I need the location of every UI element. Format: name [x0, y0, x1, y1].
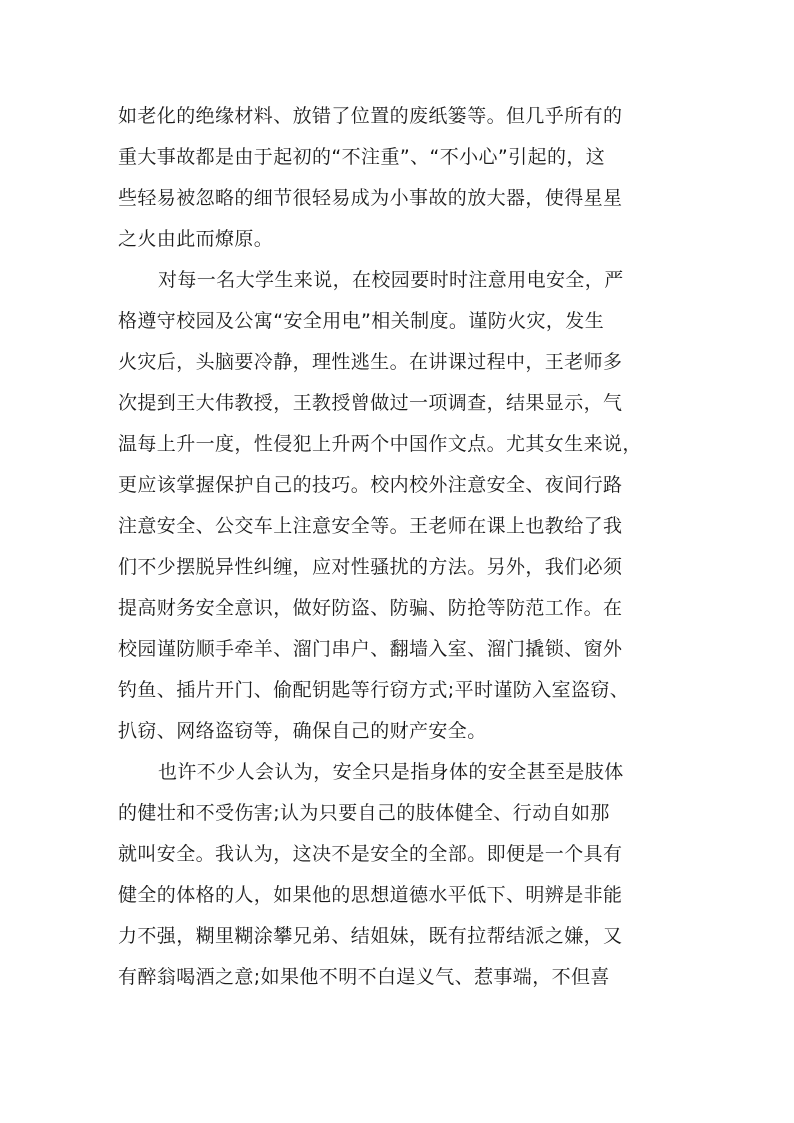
text-line: 就叫安全。我认为，这决不是安全的全部。即便是一个具有	[118, 843, 623, 865]
body-text	[118, 96, 698, 998]
text-line: 健全的体格的人，如果他的思想道德水平低下、明辨是非能	[118, 884, 623, 906]
text-line: 钓鱼、插片开门、偷配钥匙等行窃方式;平时谨防入室盗窃、	[118, 679, 630, 701]
text-line: 更应该掌握保护自己的技巧。校内校外注意安全、夜间行路	[118, 474, 623, 496]
text-line: 的健壮和不受伤害;认为只要自己的肢体健全、行动自如那	[118, 802, 610, 824]
text-line: 对每一名大学生来说，在校园要时时注意用电安全，严	[158, 269, 624, 291]
text-line: 如老化的绝缘材料、放错了位置的废纸篓等。但几乎所有的	[118, 105, 623, 127]
text-line: 提高财务安全意识，做好防盗、防骗、防抢等防范工作。在	[118, 597, 623, 619]
text-line: 力不强，糊里糊涂攀兄弟、结姐妹，既有拉帮结派之嫌，又	[118, 925, 623, 947]
text-line: 格遵守校园及公寓“安全用电”相关制度。谨防火灾，发生	[118, 310, 605, 332]
text-line: 次提到王大伟教授，王教授曾做过一项调查，结果显示，气	[118, 392, 623, 414]
text-line: 校园谨防顺手牵羊、溜门串户、翻墙入室、溜门撬锁、窗外	[118, 638, 623, 660]
text-line: 扒窃、网络盗窃等，确保自己的财产安全。	[118, 720, 487, 742]
text-line: 温每上升一度，性侵犯上升两个中国作文点。尤其女生来说，	[118, 433, 642, 455]
text-line: 也许不少人会认为，安全只是指身体的安全甚至是肢体	[158, 761, 624, 783]
text-line: 们不少摆脱异性纠缠，应对性骚扰的方法。另外，我们必须	[118, 556, 623, 578]
text-line: 火灾后，头脑要冷静，理性逃生。在讲课过程中，王老师多	[118, 351, 623, 373]
text-line: 些轻易被忽略的细节很轻易成为小事故的放大器，使得星星	[118, 187, 623, 209]
text-line: 注意安全、公交车上注意安全等。王老师在课上也教给了我	[118, 515, 623, 537]
text-line: 之火由此而燎原。	[118, 228, 274, 250]
text-line: 重大事故都是由于起初的“不注重”、“不小心”引起的，这	[118, 146, 606, 168]
text-line: 有醉翁喝酒之意;如果他不明不白逞义气、惹事端，不但喜	[118, 966, 610, 988]
